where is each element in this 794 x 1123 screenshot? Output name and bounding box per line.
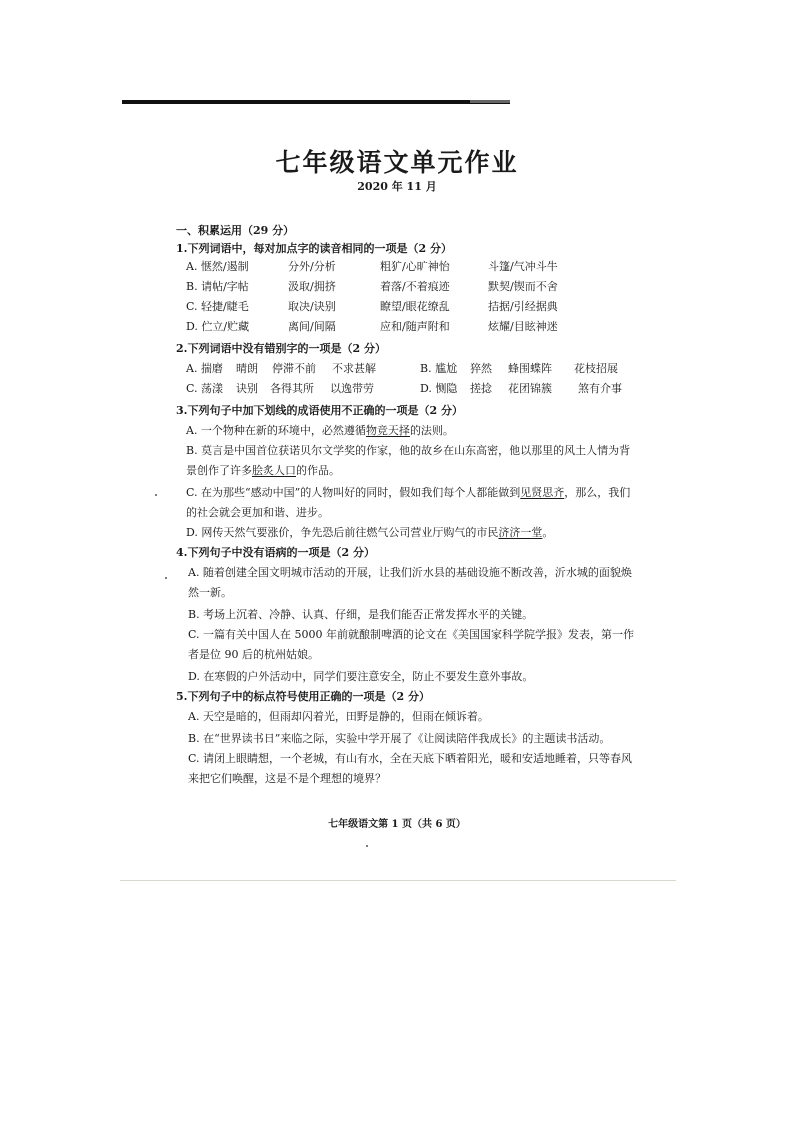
scan-speck xyxy=(165,577,167,579)
q4-option-c-line2: 者是位 90 后的杭州姑娘。 xyxy=(188,648,319,661)
page-date: 2020 年 11 月 xyxy=(357,180,437,193)
q2-option-c-word: 诀别 xyxy=(236,382,258,395)
q2-option-a-word: 不求甚解 xyxy=(332,362,376,375)
q3-a-text: A. 一个物种在新的环境中，必然遵循 xyxy=(186,424,366,437)
q1-option-d-1: D. 伫立/贮藏 xyxy=(186,320,250,333)
question-3-stem: 3.下列句子中加下划线的成语使用不正确的一项是（2 分） xyxy=(176,404,463,417)
q1-option-d-3: 应和/随声附和 xyxy=(380,320,450,333)
q1-option-c-1: C. 轻捷/睫毛 xyxy=(186,300,249,313)
q1-option-c-3: 瞭望/眼花缭乱 xyxy=(380,300,450,313)
section-heading: 一、积累运用（29 分） xyxy=(176,224,295,237)
q2-option-d-word: 搓捻 xyxy=(470,382,492,395)
q1-option-d-2: 离间/间隔 xyxy=(288,320,336,333)
q2-option-c-label: C. 荡漾 xyxy=(186,382,224,395)
q3-d-text: D. 网传天然气要涨价，争先恐后前往燃气公司营业厅购气的市民 xyxy=(186,526,499,539)
page-bottom-edge xyxy=(120,880,676,881)
q3-b-idiom: 脍炙人口 xyxy=(252,464,296,477)
q5-option-b: B. 在“世界读书日”来临之际，实验中学开展了《让阅读陪伴我成长》的主题读书活动。 xyxy=(188,732,611,745)
header-rule xyxy=(122,100,510,104)
q1-option-c-2: 取决/诀别 xyxy=(288,300,336,313)
q2-option-d-word: 煞有介事 xyxy=(578,382,622,395)
q3-b-text-end: 的作品。 xyxy=(296,464,340,477)
q2-option-d-word: 花团锦簇 xyxy=(508,382,552,395)
q1-option-a-2: 分外/分析 xyxy=(288,260,336,273)
header-rule-tail xyxy=(470,100,510,103)
q3-d-text-end: 。 xyxy=(542,526,554,539)
q2-option-b-word: 蜂围蝶阵 xyxy=(508,362,552,375)
q4-option-a-line1: A. 随着创建全国文明城市活动的开展，让我们沂水县的基础设施不断改善，沂水城的面貌焕 xyxy=(188,566,632,579)
q1-option-a-4: 斗篷/气冲斗牛 xyxy=(488,260,558,273)
q2-option-a-word: 晴朗 xyxy=(236,362,258,375)
q2-option-d-label: D. 恻隐 xyxy=(420,382,458,395)
q2-option-b-word: 猝然 xyxy=(470,362,492,375)
q1-option-b-1: B. 请帖/字帖 xyxy=(186,280,249,293)
q3-option-b-line1: B. 莫言是中国首位获诺贝尔文学奖的作家，他的故乡在山东高密，他以那里的风土人情为背 xyxy=(186,444,631,457)
q2-option-c-word: 各得其所 xyxy=(270,382,314,395)
page-footer: 七年级语文第 1 页（共 6 页） xyxy=(328,819,466,830)
q4-option-b: B. 考场上沉着、冷静、认真、仔细，是我们能否正常发挥水平的关键。 xyxy=(188,608,534,621)
question-5-stem: 5.下列句子中的标点符号使用正确的一项是（2 分） xyxy=(176,690,430,703)
question-4-stem: 4.下列句子中没有语病的一项是（2 分） xyxy=(176,546,375,559)
q3-c-text: C. 在为那些“感动中国”的人物叫好的同时，假如我们每个人都能做到 xyxy=(186,486,521,499)
q2-option-a-label: A. 揣磨 xyxy=(186,362,223,375)
scan-speck xyxy=(155,494,157,496)
q5-option-c-line1: C. 请闭上眼睛想，一个老城，有山有水，全在天底下晒着阳光，暖和安适地睡着，只等春风 xyxy=(188,752,633,765)
q4-option-d: D. 在寒假的户外活动中，同学们要注意安全，防止不要发生意外事故。 xyxy=(188,670,534,683)
q1-option-b-4: 默契/锲而不舍 xyxy=(488,280,558,293)
q4-option-a-line2: 然一新。 xyxy=(188,586,232,599)
q2-option-a-word: 停滞不前 xyxy=(272,362,316,375)
q3-a-text-end: 的法则。 xyxy=(409,424,454,437)
q3-a-idiom: 物竞天择 xyxy=(365,424,410,437)
q1-option-a-3: 粗犷/心旷神怡 xyxy=(380,260,450,273)
q4-option-c-line1: C. 一篇有关中国人在 5000 年前就酿制啤酒的论文在《美国国家科学院学报》发表，第一作 xyxy=(188,628,635,641)
q3-d-idiom: 济济一堂 xyxy=(498,526,543,539)
q3-c-idiom: 见贤思齐 xyxy=(520,486,565,499)
question-1-stem: 1.下列词语中，每对加点字的读音相同的一项是（2 分） xyxy=(176,242,452,255)
q1-option-b-2: 汲取/拥挤 xyxy=(288,280,336,293)
q2-option-b-label: B. 尴尬 xyxy=(420,362,458,375)
question-2-stem: 2.下列词语中没有错别字的一项是（2 分） xyxy=(176,342,386,355)
q3-option-d xyxy=(186,526,553,540)
q3-b-text: 景创作了许多 xyxy=(186,464,252,477)
q5-option-a: A. 天空是暗的，但雨却闪着光，田野是静的，但雨在倾诉着。 xyxy=(188,710,489,723)
q3-option-c-line2: 的社会就会更加和谐、进步。 xyxy=(186,506,329,519)
page-title: 七年级语文单元作业 xyxy=(275,148,519,177)
q3-option-b-line2 xyxy=(186,464,340,478)
q3-option-c-line1 xyxy=(186,486,630,500)
q1-option-a-1: A. 惬然/遏制 xyxy=(186,260,249,273)
q1-option-b-3: 着落/不着痕迹 xyxy=(380,280,450,293)
q1-option-d-4: 炫耀/目眩神迷 xyxy=(488,320,558,333)
q2-option-b-word: 花枝招展 xyxy=(574,362,618,375)
scan-speck xyxy=(366,845,368,847)
q5-option-c-line2: 来把它们唤醒，这是不是个理想的境界？ xyxy=(188,772,386,785)
q1-option-c-4: 拮据/引经据典 xyxy=(488,300,558,313)
q3-c-text-end: ，那么，我们 xyxy=(564,486,631,499)
q3-option-a xyxy=(186,424,454,438)
q2-option-c-word: 以逸带劳 xyxy=(330,382,374,395)
